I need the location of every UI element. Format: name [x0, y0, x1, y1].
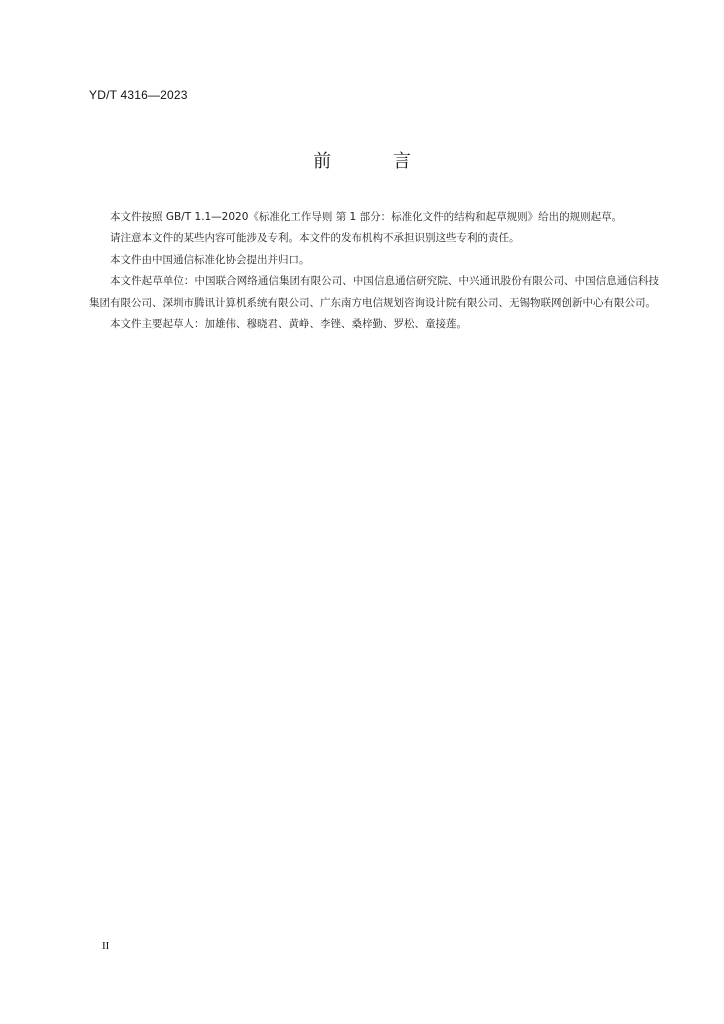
paragraph-drafting-units: 本文件起草单位：中国联合网络通信集团有限公司、中国信息通信研究院、中兴通讯股份有限公司、中国信息通信科技集团有限公司、深圳市腾讯计算机系统有限公司、广东南方电信规划咨询设计院有限公司、无锡物联网创新中心有限公司。: [89, 275, 659, 309]
paragraph-patent-notice: 请注意本文件的某些内容可能涉及专利。本文件的发布机构不承担识别这些专利的责任。: [110, 232, 520, 245]
document-code: YD/T 4316—2023: [89, 88, 188, 102]
page-number: II: [102, 940, 110, 952]
paragraph-drafters: 本文件主要起草人：加雄伟、穆晓君、黄峥、李锉、桑梓勤、罗松、童接莲。: [110, 318, 467, 331]
paragraph-drafting-rules: 本文件按照 GB/T 1.1—2020《标准化工作导则 第 1 部分：标准化文件的结构和起草规则》给出的规则起草。: [110, 211, 623, 223]
page-title: 前 言: [313, 151, 439, 172]
paragraph-proposer: 本文件由中国通信标准化协会提出并归口。: [110, 253, 310, 266]
preface-body: [89, 207, 659, 335]
